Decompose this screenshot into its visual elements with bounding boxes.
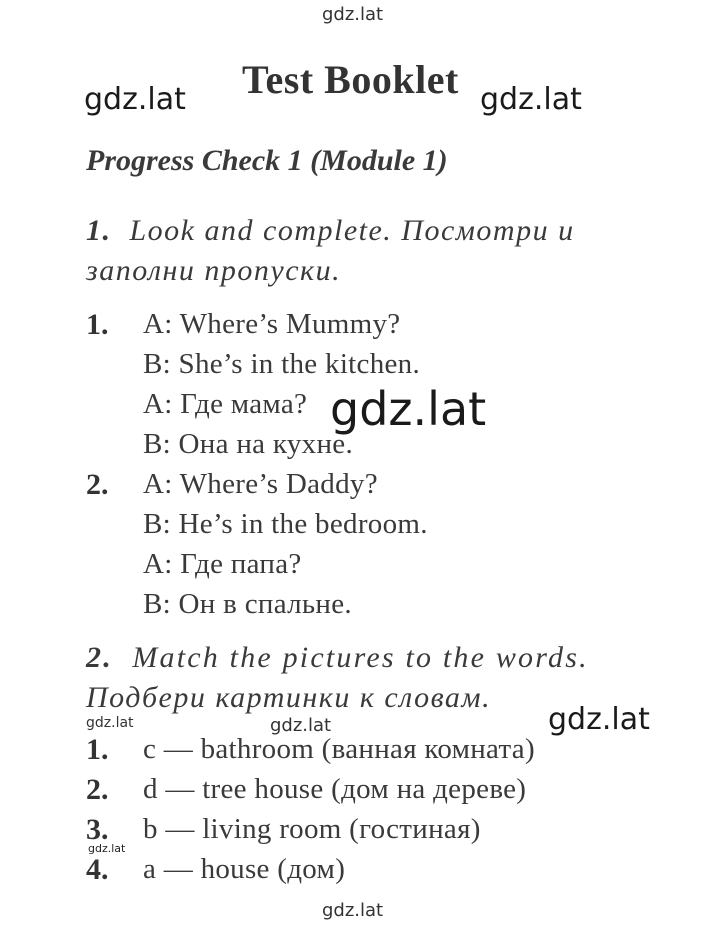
watermark-mid-small: gdz.lat xyxy=(270,715,332,736)
task1-item1-line2: B: She’s in the kitchen. xyxy=(143,348,421,380)
task1-item1-line3: A: Где мама? xyxy=(143,388,308,420)
watermark-top: gdz.lat xyxy=(322,4,384,25)
watermark-bottom: gdz.lat xyxy=(322,900,384,921)
task2-item1-number: 1. xyxy=(86,733,109,766)
task2-item1-text: c — bathroom (ванная комната) xyxy=(143,733,535,765)
task1-number: 1. xyxy=(86,214,112,247)
task2-heading xyxy=(86,643,589,673)
watermark-right-header: gdz.lat xyxy=(480,82,582,117)
watermark-left-header: gdz.lat xyxy=(84,82,186,117)
task2-instruction-line2: Подбери картинки к словам. xyxy=(86,681,492,714)
watermark-right-mid: gdz.lat xyxy=(548,702,650,737)
task1-item2-number: 2. xyxy=(86,468,109,501)
task1-item2-line2: B: He’s in the bedroom. xyxy=(143,508,428,540)
watermark-tiny: gdz.lat xyxy=(88,842,126,855)
task2-instruction-line1: Match the pictures to the words. xyxy=(132,641,589,674)
page-subtitle: Progress Check 1 (Module 1) xyxy=(86,144,448,177)
task2-item4-text: a — house (дом) xyxy=(143,853,346,885)
task1-item1-number: 1. xyxy=(86,308,109,341)
watermark-center: gdz.lat xyxy=(330,382,487,436)
task2-item4-number: 4. xyxy=(86,853,109,886)
task1-item1-line1: A: Where’s Mummy? xyxy=(143,308,401,340)
task1-heading xyxy=(86,216,575,246)
task2-item3-text: b — living room (гостиная) xyxy=(143,813,481,845)
task2-number: 2. xyxy=(86,641,113,674)
task1-item2-line3: A: Где папа? xyxy=(143,548,302,580)
task2-item2-number: 2. xyxy=(86,773,109,806)
page-title: Test Booklet xyxy=(242,57,459,102)
task1-item1-line4: B: Она на кухне. xyxy=(143,428,353,460)
task2-item3-number: 3. xyxy=(86,813,109,846)
task1-item2-line1: A: Where’s Daddy? xyxy=(143,468,378,500)
task1-instruction-line2: заполни пропуски. xyxy=(86,254,342,287)
task1-instruction-line1: Look and complete. Посмотри и xyxy=(129,214,575,247)
task2-item2-text: d — tree house (дом на дереве) xyxy=(143,773,527,805)
task1-item2-line4: B: Он в спальне. xyxy=(143,588,352,620)
watermark-left-small: gdz.lat xyxy=(86,715,134,731)
